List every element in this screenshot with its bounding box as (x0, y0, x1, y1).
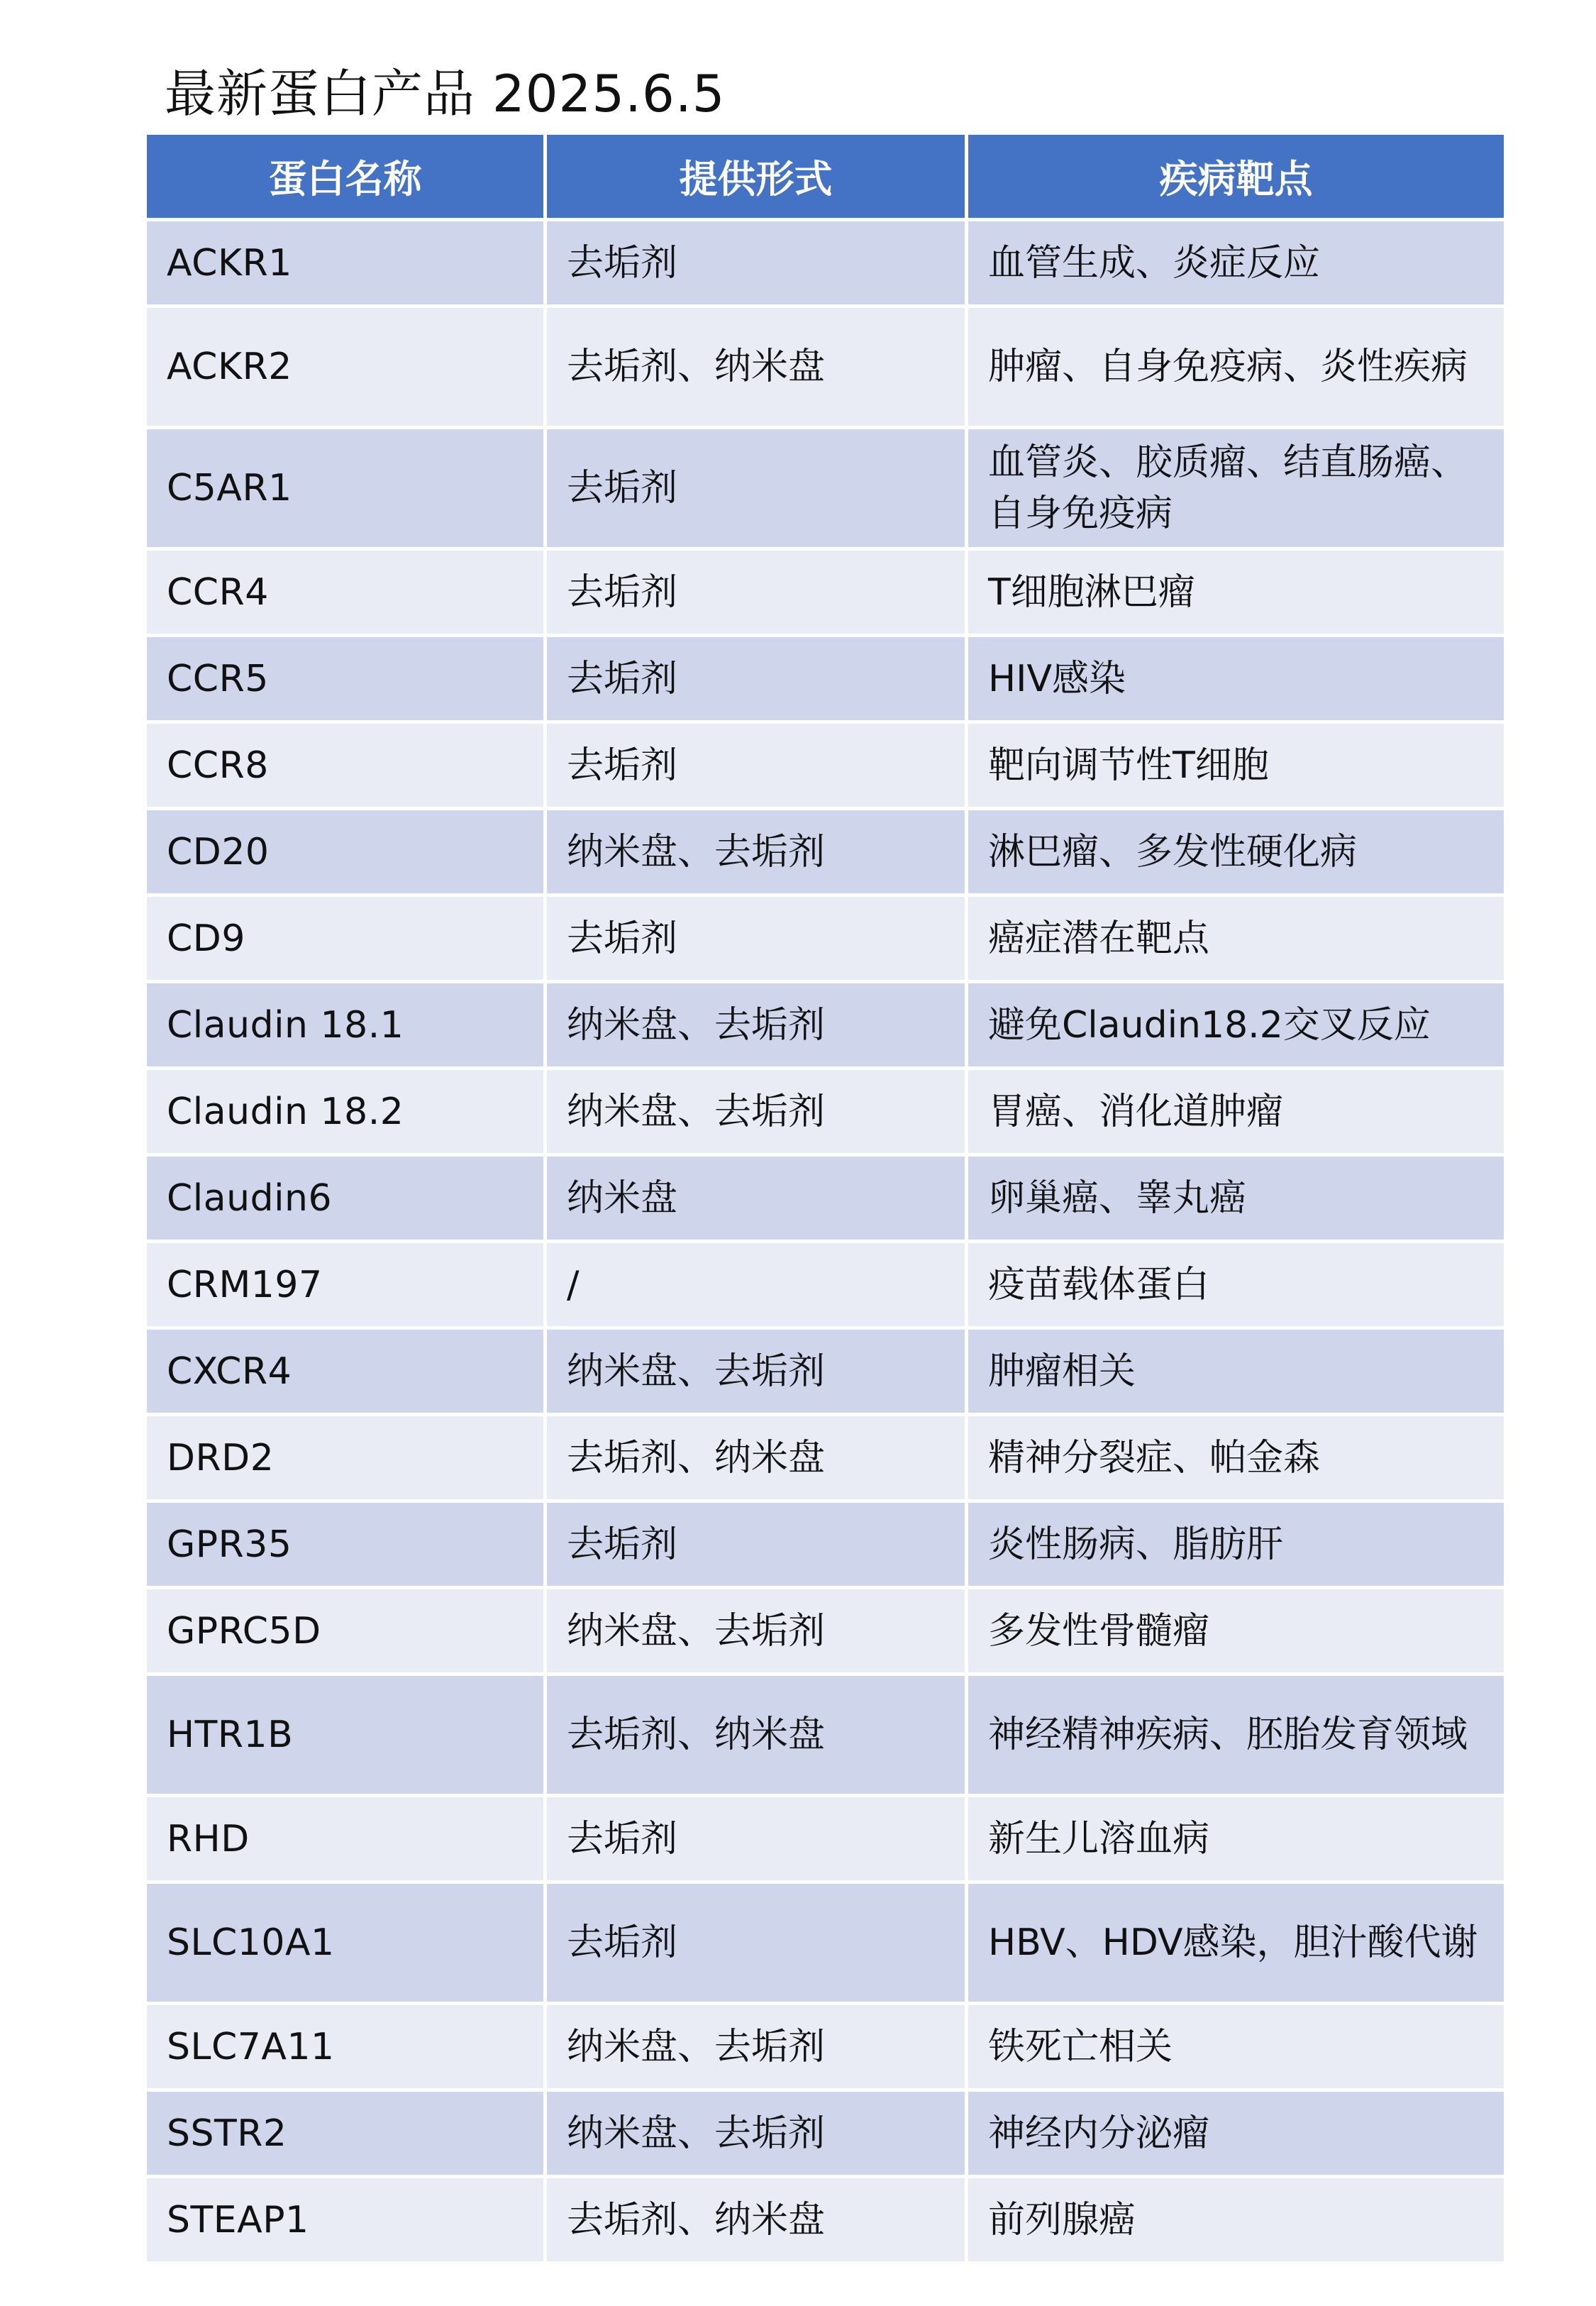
protein-name-cell: CXCR4 (145, 1328, 545, 1415)
form-cell: 去垢剂 (545, 1882, 967, 2004)
protein-name-cell: Claudin 18.2 (145, 1069, 545, 1155)
form-cell: 去垢剂 (545, 428, 967, 549)
header-protein-name: 蛋白名称 (145, 133, 545, 220)
form-cell: 去垢剂 (545, 220, 967, 307)
protein-name-cell: CCR5 (145, 636, 545, 722)
table-row (145, 2090, 1506, 2177)
target-cell: 多发性骨髓瘤 (967, 1588, 1506, 1675)
target-cell: 胃癌、消化道肿瘤 (967, 1069, 1506, 1155)
table-row (145, 895, 1506, 982)
protein-name-cell: CD20 (145, 809, 545, 895)
protein-name-cell: GPRC5D (145, 1588, 545, 1675)
target-cell: 癌症潜在靶点 (967, 895, 1506, 982)
form-cell: 纳米盘、去垢剂 (545, 809, 967, 895)
form-cell: 纳米盘、去垢剂 (545, 2090, 967, 2177)
table-row (145, 1882, 1506, 2004)
protein-name-cell: DRD2 (145, 1415, 545, 1501)
page-title: 最新蛋白产品 2025.6.5 (165, 64, 726, 123)
table-row (145, 2004, 1506, 2090)
target-cell: HIV感染 (967, 636, 1506, 722)
protein-name-cell: ACKR1 (145, 220, 545, 307)
target-cell: T细胞淋巴瘤 (967, 549, 1506, 636)
form-cell: 纳米盘、去垢剂 (545, 2004, 967, 2090)
form-cell: 去垢剂 (545, 1501, 967, 1588)
protein-name-cell: Claudin 18.1 (145, 982, 545, 1069)
form-cell: 纳米盘、去垢剂 (545, 1328, 967, 1415)
target-cell: 铁死亡相关 (967, 2004, 1506, 2090)
protein-name-cell: SSTR2 (145, 2090, 545, 2177)
protein-name-cell: Claudin6 (145, 1155, 545, 1242)
table-row (145, 1415, 1506, 1501)
table-row (145, 1796, 1506, 1882)
table-row (145, 428, 1506, 549)
target-cell: 前列腺癌 (967, 2177, 1506, 2263)
table-row (145, 722, 1506, 809)
table-header-row (145, 133, 1506, 220)
target-cell: 靶向调节性T细胞 (967, 722, 1506, 809)
form-cell: 去垢剂、纳米盘 (545, 1675, 967, 1796)
target-cell: 新生儿溶血病 (967, 1796, 1506, 1882)
header-form: 提供形式 (545, 133, 967, 220)
form-cell: 纳米盘、去垢剂 (545, 1588, 967, 1675)
target-cell: 卵巢癌、睾丸癌 (967, 1155, 1506, 1242)
form-cell: 去垢剂 (545, 549, 967, 636)
form-cell: / (545, 1242, 967, 1328)
protein-name-cell: STEAP1 (145, 2177, 545, 2263)
product-table (143, 131, 1507, 2265)
protein-name-cell: CD9 (145, 895, 545, 982)
form-cell: 去垢剂 (545, 636, 967, 722)
protein-name-cell: GPR35 (145, 1501, 545, 1588)
form-cell: 纳米盘 (545, 1155, 967, 1242)
target-cell: 炎性肠病、脂肪肝 (967, 1501, 1506, 1588)
table-row (145, 2177, 1506, 2263)
form-cell: 去垢剂 (545, 722, 967, 809)
target-cell: 血管生成、炎症反应 (967, 220, 1506, 307)
table-row (145, 1069, 1506, 1155)
header-disease-target: 疾病靶点 (967, 133, 1506, 220)
table-row (145, 549, 1506, 636)
form-cell: 去垢剂、纳米盘 (545, 2177, 967, 2263)
protein-name-cell: CCR8 (145, 722, 545, 809)
target-cell: 神经内分泌瘤 (967, 2090, 1506, 2177)
protein-name-cell: HTR1B (145, 1675, 545, 1796)
table-row (145, 809, 1506, 895)
protein-name-cell: SLC10A1 (145, 1882, 545, 2004)
protein-name-cell: SLC7A11 (145, 2004, 545, 2090)
form-cell: 去垢剂 (545, 895, 967, 982)
target-cell: 神经精神疾病、胚胎发育领域 (967, 1675, 1506, 1796)
table-row (145, 1588, 1506, 1675)
protein-name-cell: CRM197 (145, 1242, 545, 1328)
table-row (145, 307, 1506, 428)
form-cell: 去垢剂、纳米盘 (545, 1415, 967, 1501)
target-cell: 避免Claudin18.2交叉反应 (967, 982, 1506, 1069)
target-cell: 疫苗载体蛋白 (967, 1242, 1506, 1328)
form-cell: 纳米盘、去垢剂 (545, 1069, 967, 1155)
target-cell: 淋巴瘤、多发性硬化病 (967, 809, 1506, 895)
target-cell: 肿瘤、自身免疫病、炎性疾病 (967, 307, 1506, 428)
table-row (145, 982, 1506, 1069)
protein-name-cell: ACKR2 (145, 307, 545, 428)
form-cell: 去垢剂、纳米盘 (545, 307, 967, 428)
table-row (145, 1675, 1506, 1796)
target-cell: 肿瘤相关 (967, 1328, 1506, 1415)
target-cell: HBV、HDV感染，胆汁酸代谢 (967, 1882, 1506, 2004)
protein-name-cell: RHD (145, 1796, 545, 1882)
table-row (145, 220, 1506, 307)
table-row (145, 1242, 1506, 1328)
table-row (145, 1328, 1506, 1415)
table-row (145, 1155, 1506, 1242)
form-cell: 去垢剂 (545, 1796, 967, 1882)
protein-name-cell: CCR4 (145, 549, 545, 636)
table-row (145, 1501, 1506, 1588)
target-cell: 血管炎、胶质瘤、结直肠癌、自身免疫病 (967, 428, 1506, 549)
table-row (145, 636, 1506, 722)
form-cell: 纳米盘、去垢剂 (545, 982, 967, 1069)
target-cell: 精神分裂症、帕金森 (967, 1415, 1506, 1501)
protein-name-cell: C5AR1 (145, 428, 545, 549)
